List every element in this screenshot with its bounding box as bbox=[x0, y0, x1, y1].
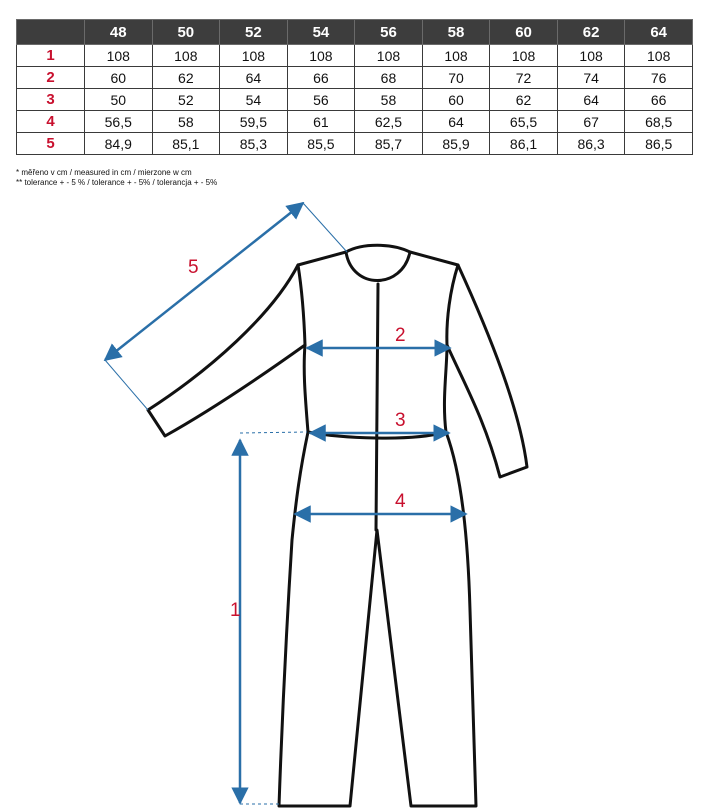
measurement-2-label: 2 bbox=[395, 325, 406, 346]
table-cell: 62,5 bbox=[355, 111, 423, 133]
measurement-4-label: 4 bbox=[395, 491, 406, 512]
measurement-3-label: 3 bbox=[395, 410, 406, 431]
collar bbox=[346, 252, 410, 281]
table-cell: 66 bbox=[625, 89, 693, 111]
table-cell: 58 bbox=[152, 111, 220, 133]
size-header: 48 bbox=[85, 20, 153, 45]
table-cell: 85,1 bbox=[152, 133, 220, 155]
table-cell: 61 bbox=[287, 111, 355, 133]
table-cell: 85,3 bbox=[220, 133, 288, 155]
measurement-number: 1 bbox=[17, 45, 85, 67]
table-cell: 60 bbox=[85, 67, 153, 89]
table-cell: 68,5 bbox=[625, 111, 693, 133]
measurement-number: 4 bbox=[17, 111, 85, 133]
table-cell: 108 bbox=[557, 45, 625, 67]
size-header: 50 bbox=[152, 20, 220, 45]
table-cell: 66 bbox=[287, 67, 355, 89]
table-cell: 76 bbox=[625, 67, 693, 89]
tolerance-note: ** tolerance + - 5 % / tolerance + - 5% / tolerancja + - 5% bbox=[16, 178, 218, 187]
table-cell: 108 bbox=[152, 45, 220, 67]
size-header: 54 bbox=[287, 20, 355, 45]
measurement-5-guide bbox=[303, 203, 347, 252]
table-cell: 85,7 bbox=[355, 133, 423, 155]
table-cell: 108 bbox=[625, 45, 693, 67]
table-cell: 74 bbox=[557, 67, 625, 89]
table-cell: 56 bbox=[287, 89, 355, 111]
table-cell: 67 bbox=[557, 111, 625, 133]
measurement-number: 3 bbox=[17, 89, 85, 111]
measurement-lines bbox=[105, 203, 466, 804]
table-cell: 108 bbox=[422, 45, 490, 67]
table-cell: 108 bbox=[490, 45, 558, 67]
measurement-5-label: 5 bbox=[188, 257, 199, 278]
table-cell: 86,5 bbox=[625, 133, 693, 155]
table-cell: 86,1 bbox=[490, 133, 558, 155]
table-cell: 52 bbox=[152, 89, 220, 111]
size-header: 64 bbox=[625, 20, 693, 45]
table-cell: 84,9 bbox=[85, 133, 153, 155]
size-header: 52 bbox=[220, 20, 288, 45]
left-sleeve bbox=[148, 265, 305, 436]
table-cell: 60 bbox=[422, 89, 490, 111]
coverall-outline bbox=[148, 245, 527, 806]
table-cell: 108 bbox=[355, 45, 423, 67]
table-cell: 86,3 bbox=[557, 133, 625, 155]
table-cell: 85,5 bbox=[287, 133, 355, 155]
table-cell: 72 bbox=[490, 67, 558, 89]
table-cell: 64 bbox=[557, 89, 625, 111]
size-header: 56 bbox=[355, 20, 423, 45]
table-cell: 64 bbox=[422, 111, 490, 133]
table-cell: 50 bbox=[85, 89, 153, 111]
table-cell: 59,5 bbox=[220, 111, 288, 133]
table-cell: 56,5 bbox=[85, 111, 153, 133]
measurement-5-guide bbox=[105, 360, 148, 410]
table-cell: 62 bbox=[490, 89, 558, 111]
table-cell: 62 bbox=[152, 67, 220, 89]
right-sleeve bbox=[447, 265, 527, 477]
table-cell: 68 bbox=[355, 67, 423, 89]
size-header: 58 bbox=[422, 20, 490, 45]
table-cell: 54 bbox=[220, 89, 288, 111]
zipper-line bbox=[376, 284, 378, 530]
measurement-1-guide bbox=[240, 432, 307, 433]
size-header: 62 bbox=[557, 20, 625, 45]
table-cell: 58 bbox=[355, 89, 423, 111]
table-cell: 64 bbox=[220, 67, 288, 89]
table-cell: 108 bbox=[220, 45, 288, 67]
measurement-5-arrow bbox=[105, 203, 303, 360]
measurement-number: 2 bbox=[17, 67, 85, 89]
table-cell: 108 bbox=[287, 45, 355, 67]
table-cell: 85,9 bbox=[422, 133, 490, 155]
measurement-number: 5 bbox=[17, 133, 85, 155]
measured-note: * měřeno v cm / measured in cm / mierzone w cm bbox=[16, 168, 192, 177]
table-cell: 70 bbox=[422, 67, 490, 89]
size-header: 60 bbox=[490, 20, 558, 45]
measurement-1-label: 1 bbox=[230, 600, 241, 621]
table-cell: 108 bbox=[85, 45, 153, 67]
table-cell: 65,5 bbox=[490, 111, 558, 133]
